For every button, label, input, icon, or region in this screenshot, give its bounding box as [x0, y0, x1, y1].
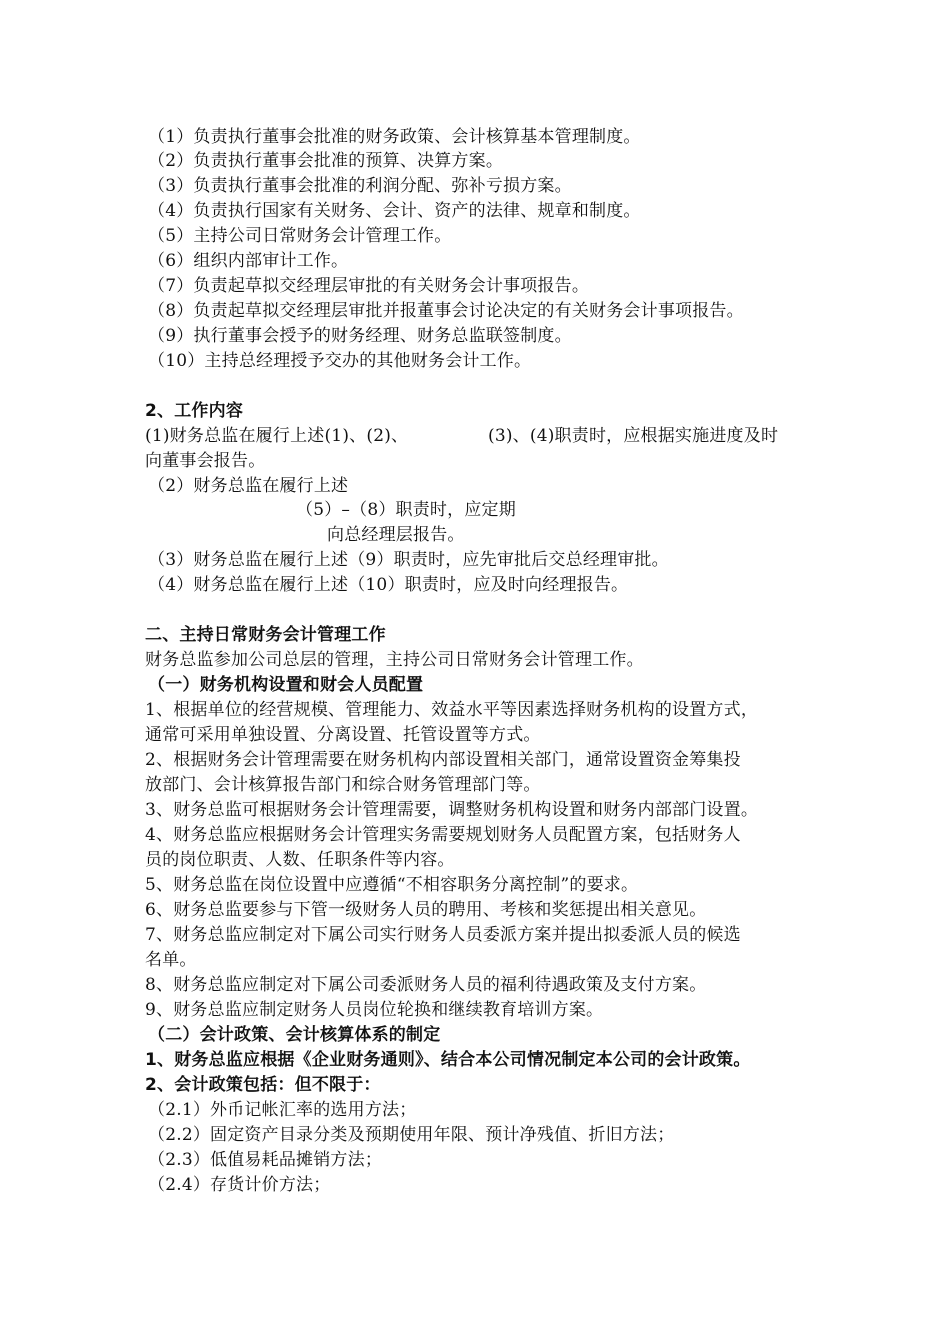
duty-item-1: （1）负责执行董事会批准的财务政策、会计核算基本管理制度。	[148, 127, 641, 147]
body-line: 通常可采用单独设置、分离设置、托管设置等方式。	[145, 725, 541, 745]
body-line: 7、财务总监应制定对下属公司实行财务人员委派方案并提出拟委派人员的候选	[145, 925, 741, 945]
policy-statement: 1、财务总监应根据《企业财务通则》、结合本公司情况制定本公司的会计政策。	[145, 1050, 751, 1070]
duty-item-7: （7）负责起草拟交经理层审批的有关财务会计事项报告。	[148, 276, 590, 296]
work-item-3: （3）财务总监在履行上述（9）职责时，应先审批后交总经理审批。	[148, 550, 669, 570]
work-item-2-part-3: 向总经理层报告。	[327, 525, 465, 545]
body-line: 1、根据单位的经营规模、管理能力、效益水平等因素选择财务机构的设置方式，	[145, 700, 759, 720]
work-item-1-part-3: 向董事会报告。	[145, 451, 266, 471]
body-line: 6、财务总监要参与下管一级财务人员的聘用、考核和奖惩提出相关意见。	[145, 900, 707, 920]
duty-item-4: （4）负责执行国家有关财务、会计、资产的法律、规章和制度。	[148, 201, 641, 221]
body-line: 5、财务总监在岗位设置中应遵循“不相容职务分离控制”的要求。	[145, 875, 639, 895]
policy-item: （2.3）低值易耗品摊销方法；	[148, 1150, 383, 1170]
policy-item: （2.1）外币记帐汇率的选用方法；	[148, 1100, 417, 1120]
body-line: 4、财务总监应根据财务会计管理实务需要规划财务人员配置方案，包括财务人	[145, 825, 741, 845]
subsection-heading-2: （二）会计政策、会计核算体系的制定	[148, 1025, 441, 1045]
duty-item-9: （9）执行董事会授予的财务经理、财务总监联签制度。	[148, 326, 572, 346]
duty-item-10: （10）主持总经理授予交办的其他财务会计工作。	[148, 351, 532, 371]
section-heading: 二、主持日常财务会计管理工作	[145, 625, 386, 645]
duty-item-8: （8）负责起草拟交经理层审批并报董事会讨论决定的有关财务会计事项报告。	[148, 301, 744, 321]
policy-list-heading: 2、会计政策包括：但不限于：	[145, 1075, 381, 1095]
body-line: 放部门、会计核算报告部门和综合财务管理部门等。	[145, 775, 541, 795]
work-item-1-part-2: (3)、(4)职责时，应根据实施进度及时	[488, 426, 779, 446]
work-item-1-part-1: (1)财务总监在履行上述(1)、(2)、	[145, 426, 409, 446]
subsection-heading-1: （一）财务机构设置和财会人员配置	[148, 675, 424, 695]
work-item-2-part-1: （2）财务总监在履行上述	[148, 476, 349, 496]
policy-item: （2.2）固定资产目录分类及预期使用年限、预计净残值、折旧方法；	[148, 1125, 675, 1145]
body-line: 3、财务总监可根据财务会计管理需要，调整财务机构设置和财务内部部门设置。	[145, 800, 759, 820]
work-heading: 2、工作内容	[145, 401, 244, 421]
duty-item-5: （5）主持公司日常财务会计管理工作。	[148, 226, 452, 246]
body-line: 9、财务总监应制定财务人员岗位轮换和继续教育培训方案。	[145, 1000, 604, 1020]
duty-item-6: （6）组织内部审计工作。	[148, 251, 349, 271]
section-intro: 财务总监参加公司总层的管理，主持公司日常财务会计管理工作。	[145, 650, 644, 670]
work-item-2-part-2: （5）–（8）职责时，应定期	[296, 500, 516, 520]
body-line: 2、根据财务会计管理需要在财务机构内部设置相关部门，通常设置资金筹集投	[145, 750, 741, 770]
body-line: 员的岗位职责、人数、任职条件等内容。	[145, 850, 455, 870]
work-item-4: （4）财务总监在履行上述（10）职责时，应及时向经理报告。	[148, 575, 629, 595]
body-line: 名单。	[145, 950, 197, 970]
duty-item-3: （3）负责执行董事会批准的利润分配、弥补亏损方案。	[148, 176, 572, 196]
body-line: 8、财务总监应制定对下属公司委派财务人员的福利待遇政策及支付方案。	[145, 975, 707, 995]
policy-item: （2.4）存货计价方法；	[148, 1175, 331, 1195]
duty-item-2: （2）负责执行董事会批准的预算、决算方案。	[148, 151, 504, 171]
